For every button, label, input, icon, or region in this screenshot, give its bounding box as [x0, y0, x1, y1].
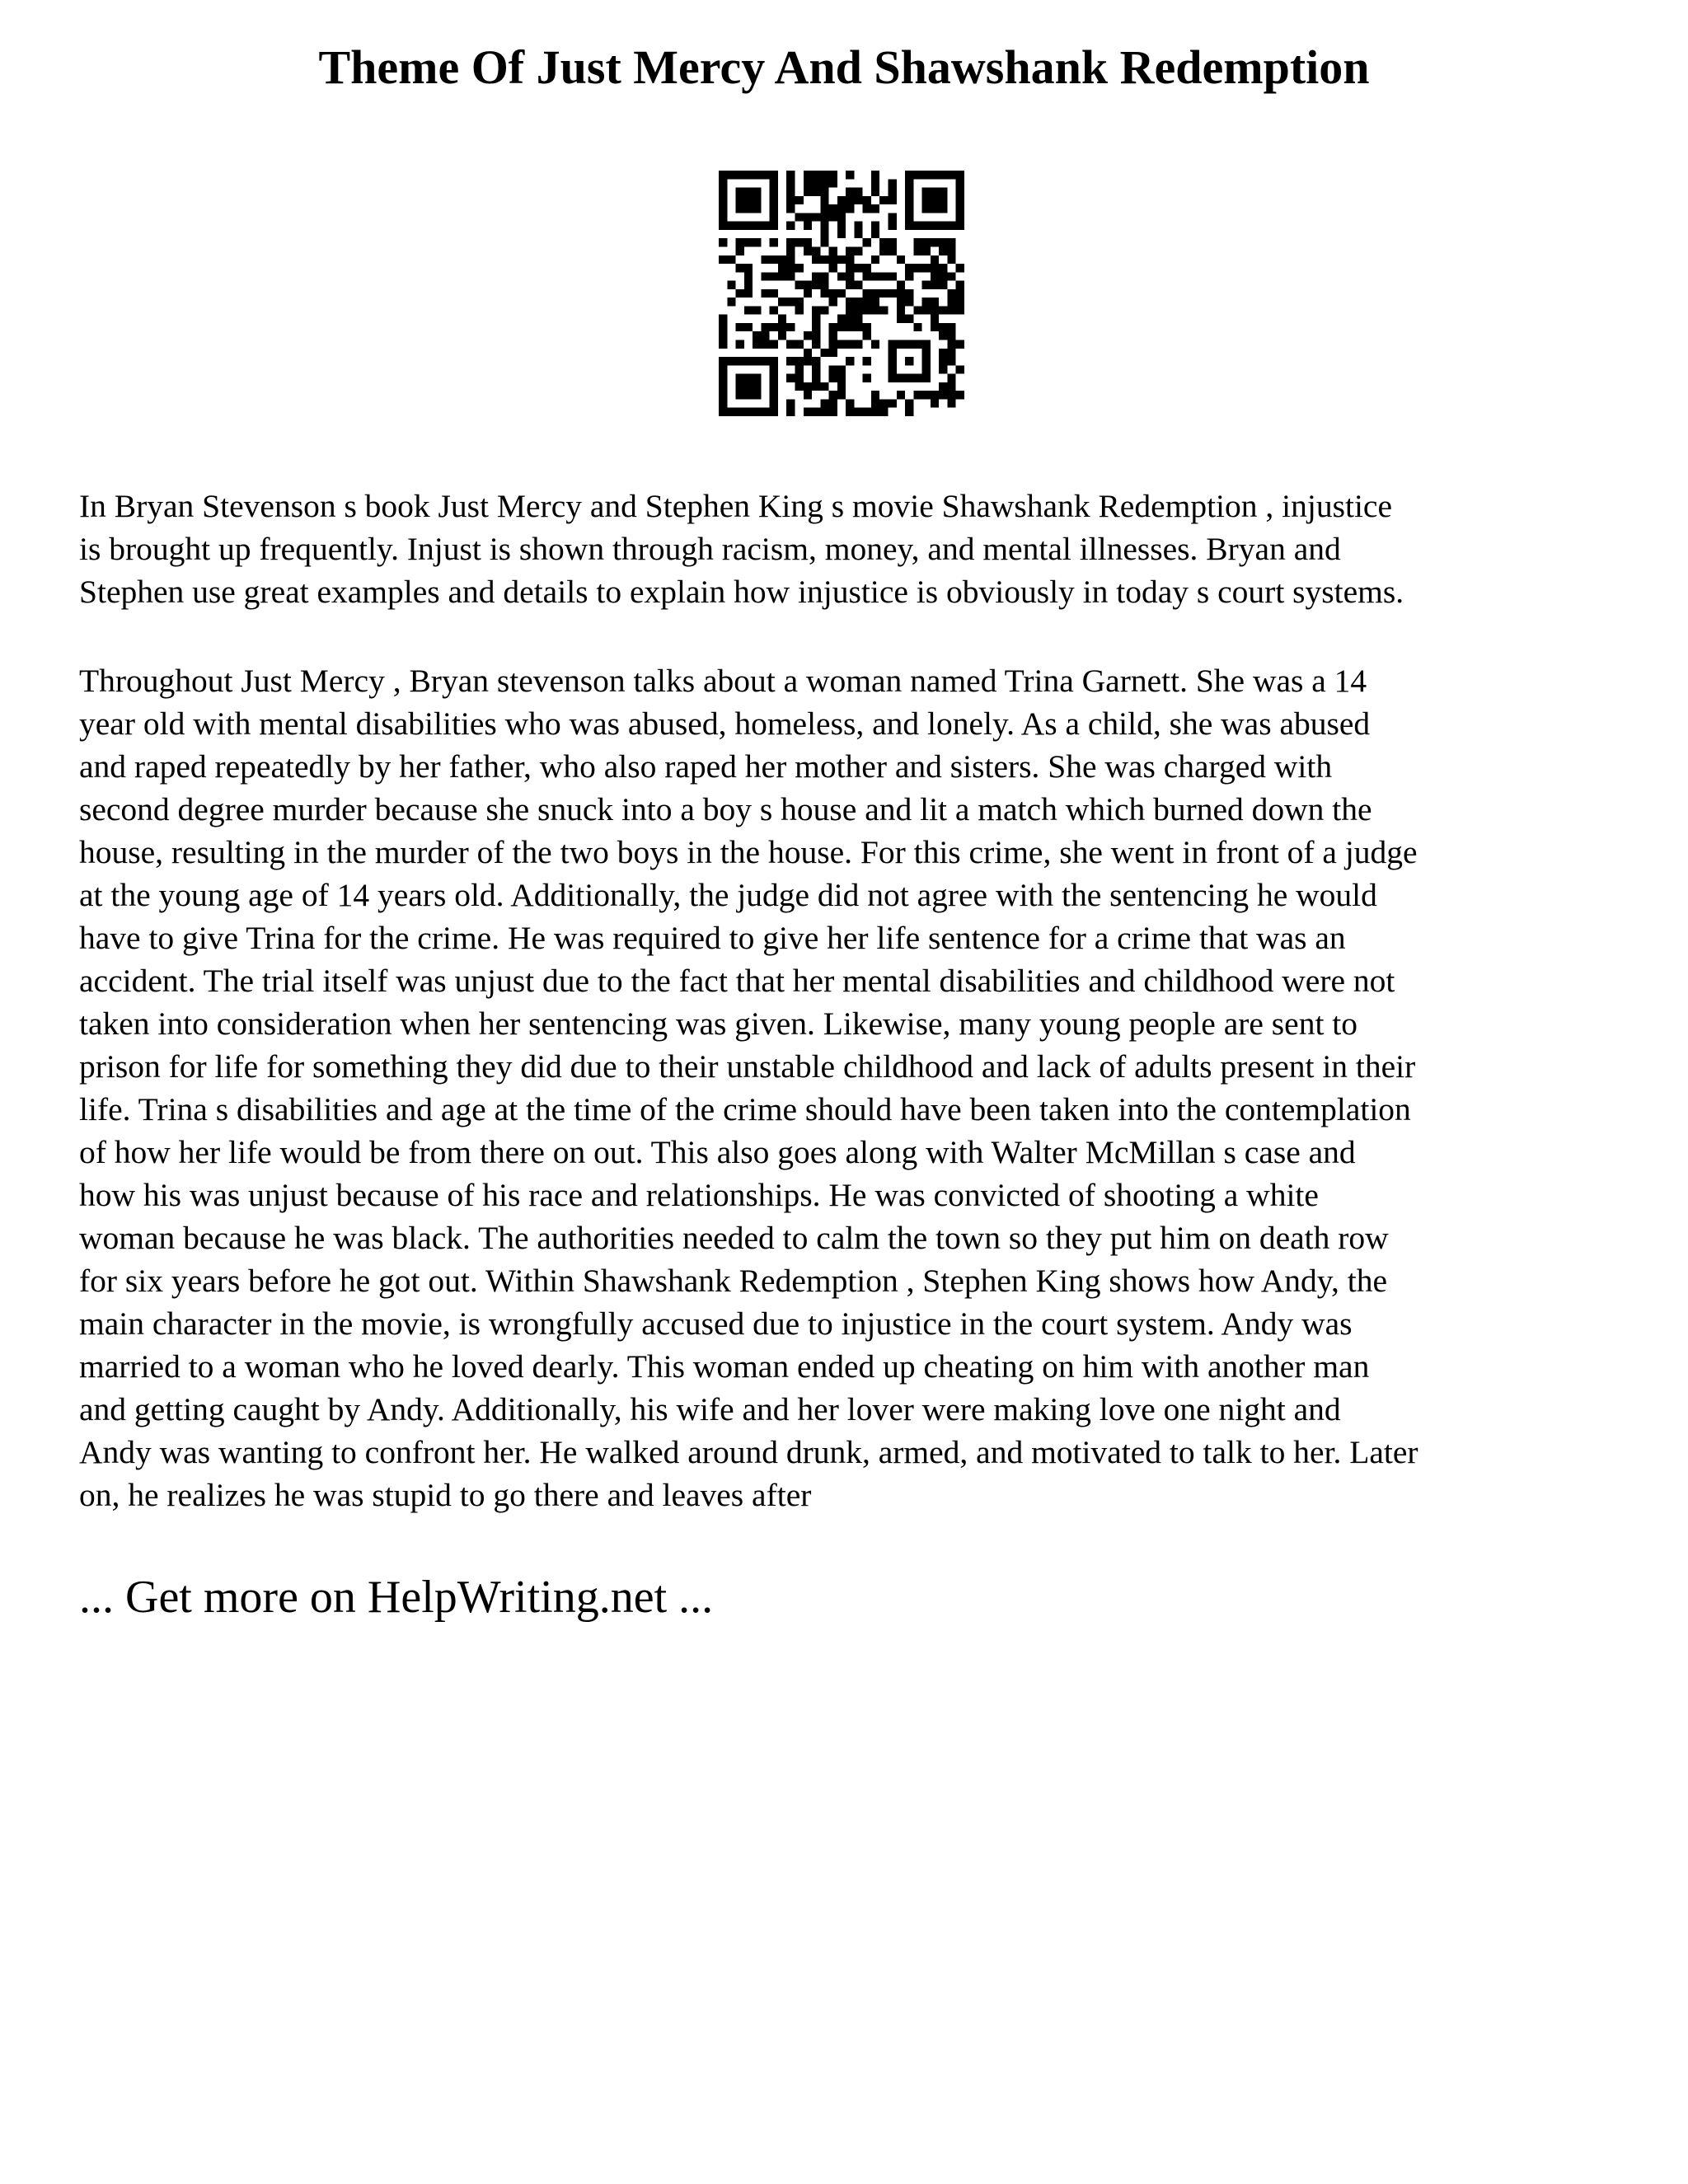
- get-more-link[interactable]: ... Get more on HelpWriting.net ...: [79, 1572, 714, 1623]
- page-title: Theme Of Just Mercy And Shawshank Redemption: [318, 40, 1370, 94]
- paragraph-body: Throughout Just Mercy , Bryan stevenson talks about a woman named Trina Garnett. She was a 14 year old with mental disabilities who was abused, homeless, and lonely. As a child, she was abused and raped repeatedly by her father, who also raped her mother and sisters. She was charged with second degree murder because she snuck into a boy s house and lit a match which burned down the house, resulting in the murder of the two boys in the house. For this crime, she went in front of a judge at the young age of 14 years old. Additionally, the judge did not agree with the sentencing he would have to give Trina for the crime. He was required to give her life sentence for a crime that was an accident. The trial itself was unjust due to the fact that her mental disabilities and childhood were not taken into consideration when her sentencing was given. Likewise, many young people are sent to prison for life for something they did due to their unstable childhood and lack of adults present in their life. Trina s disabilities and age at the time of the crime should have been taken into the contemplation of how her life would be from there on out. This also goes along with Walter McMillan s case and how his was unjust because of his race and relationships. He was convicted of shooting a white woman because he was black. The authorities needed to calm the town so they put him on death row for six years before he got out. Within Shawshank Redemption , Stephen King shows how Andy, the main character in the movie, is wrongfully accused due to injustice in the court system. Andy was married to a woman who he loved dearly. This woman ended up cheating on him with another man and getting caught by Andy. Additionally, his wife and her lover were making love one night and Andy was wanting to confront her. He walked around drunk, armed, and motivated to talk to her. Later on, he realizes he was stupid to go there and leaves after: [79, 663, 1418, 1513]
- paragraph-intro: In Bryan Stevenson s book Just Mercy and Stephen King s movie Shawshank Redemption , injustice is brought up frequently. Injust is shown through racism, money, and mental illnesses. Bryan and Stephen use great examples and details to explain how injustice is obviously in today s court systems.: [79, 488, 1404, 610]
- qr-code-icon: [719, 171, 964, 416]
- qr-code-graphic: [719, 171, 964, 416]
